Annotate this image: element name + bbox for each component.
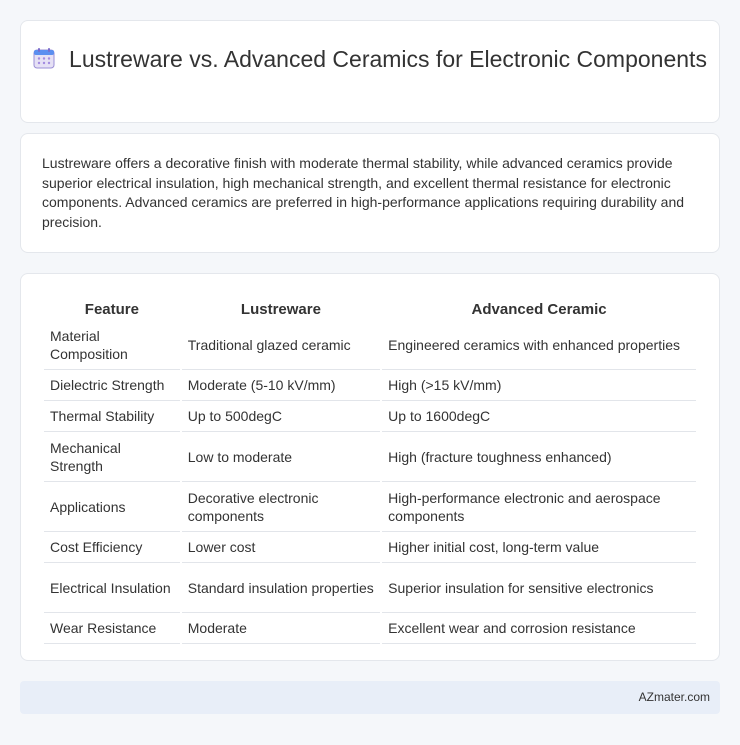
- header-advanced-ceramic: Advanced Ceramic: [471, 300, 607, 318]
- feature-cell: Wear Resistance: [44, 613, 180, 644]
- lustreware-cell: Traditional glazed ceramic: [182, 320, 380, 370]
- advanced-ceramic-cell: Excellent wear and corrosion resistance: [382, 613, 696, 644]
- table-header-row: [44, 294, 696, 320]
- header-lustreware: Lustreware: [240, 300, 321, 318]
- table-row: [44, 482, 696, 532]
- comparison-table-card: [20, 273, 720, 661]
- table-row: [44, 320, 696, 370]
- feature-cell: Applications: [44, 482, 180, 532]
- summary-card: [20, 133, 720, 253]
- lustreware-cell: Moderate: [182, 613, 380, 644]
- lustreware-cell: Decorative electronic components: [182, 482, 380, 532]
- advanced-ceramic-cell: Superior insulation for sensitive electronics: [382, 563, 696, 613]
- header-feature: Feature: [84, 300, 139, 318]
- comparison-table: [42, 294, 698, 644]
- table-row: [44, 401, 696, 432]
- lustreware-cell: Moderate (5-10 kV/mm): [182, 370, 380, 401]
- feature-cell: Thermal Stability: [44, 401, 180, 432]
- advanced-ceramic-cell: High-performance electronic and aerospace components: [382, 482, 696, 532]
- table-row: [44, 370, 696, 401]
- lustreware-cell: Up to 500degC: [182, 401, 380, 432]
- advanced-ceramic-cell: Engineered ceramics with enhanced properties: [382, 320, 696, 370]
- advanced-ceramic-cell: High (>15 kV/mm): [382, 370, 696, 401]
- lustreware-cell: Lower cost: [182, 532, 380, 563]
- feature-cell: Electrical Insulation: [44, 563, 180, 613]
- page-title: [21, 45, 719, 74]
- table-row: [44, 432, 696, 482]
- calendar-icon: [33, 47, 55, 69]
- feature-cell: Cost Efficiency: [44, 532, 180, 563]
- advanced-ceramic-cell: Up to 1600degC: [382, 401, 696, 432]
- advanced-ceramic-cell: Higher initial cost, long-term value: [382, 532, 696, 563]
- table-row: [44, 613, 696, 644]
- feature-cell: Material Composition: [44, 320, 180, 370]
- lustreware-cell: Low to moderate: [182, 432, 380, 482]
- table-row: [44, 563, 696, 613]
- lustreware-cell: Standard insulation properties: [182, 563, 380, 613]
- feature-cell: Mechanical Strength: [44, 432, 180, 482]
- title-card: [20, 20, 720, 123]
- footer-bar: [20, 681, 720, 714]
- page-title-text: Lustreware vs. Advanced Ceramics for Electronic Components: [69, 46, 707, 72]
- feature-cell: Dielectric Strength: [44, 370, 180, 401]
- advanced-ceramic-cell: High (fracture toughness enhanced): [382, 432, 696, 482]
- footer-brand: AZmater.com: [638, 690, 710, 704]
- summary-text: Lustreware offers a decorative finish with moderate thermal stability, while advanced ceramics provide superior electrical insulation, high mechanical strength, and excellent thermal resistance for electronic components. Advanced ceramics are preferred in high-performance applications requiring durability and precision.: [42, 155, 685, 230]
- table-row: [44, 532, 696, 563]
